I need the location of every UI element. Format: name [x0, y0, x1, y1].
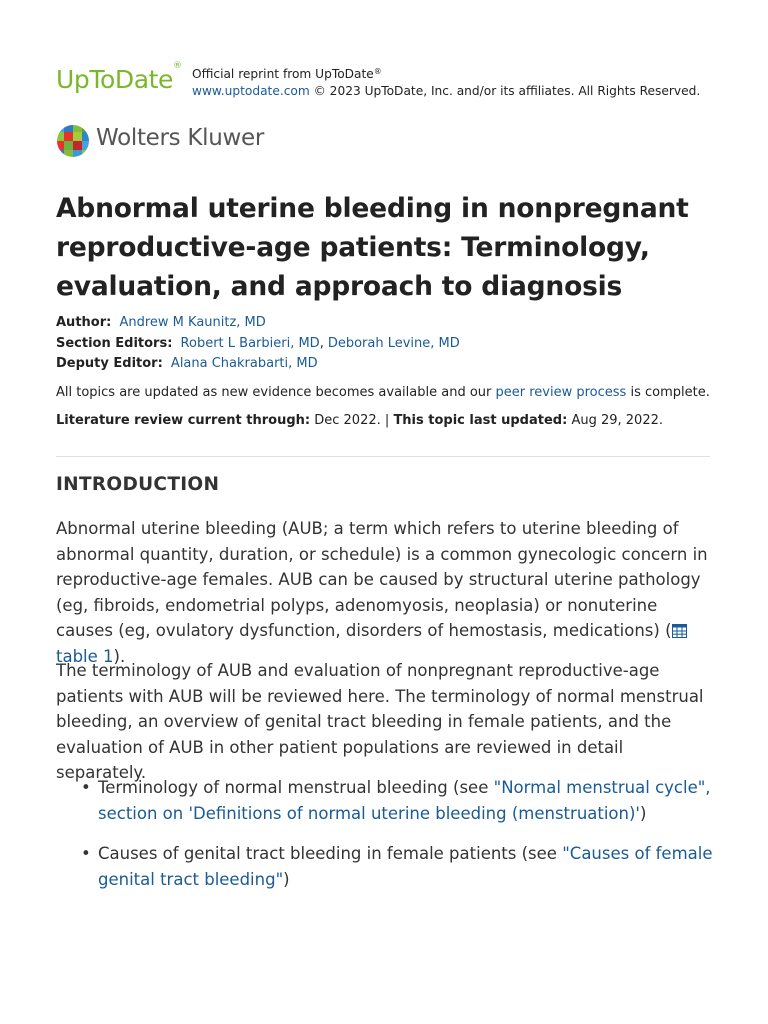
reprint-line: Official reprint from UpToDate	[192, 67, 374, 81]
editor-separator: ,	[319, 336, 324, 351]
site-link[interactable]: www.uptodate.com	[192, 84, 310, 98]
list-item	[56, 841, 716, 892]
reprint-notice	[192, 66, 700, 100]
table-1-link-label: table 1	[56, 646, 114, 666]
deputy-editor-label: Deputy Editor:	[56, 356, 163, 371]
related-topics-list	[56, 775, 716, 907]
uptodate-logo[interactable]	[56, 61, 182, 94]
intro-paragraph-1	[56, 516, 716, 669]
table-icon	[672, 624, 687, 638]
lit-review-date: Dec 2022.	[314, 413, 381, 428]
section-heading: INTRODUCTION	[56, 474, 220, 495]
section-editor-link[interactable]: Robert L Barbieri, MD	[180, 336, 320, 351]
uptodate-logo-mark: ®	[173, 61, 182, 71]
wolters-kluwer-name: Wolters Kluwer	[96, 125, 265, 151]
uptodate-logo-text: UpToDate	[56, 65, 174, 94]
last-updated-label: This topic last updated:	[393, 413, 568, 428]
normal-menstrual-cycle-link[interactable]: "Normal menstrual cycle", section on 'Definitions of normal uterine bleeding (menstruation)'	[98, 778, 711, 823]
article-title: Abnormal uterine bleeding in nonpregnant reproductive-age patients: Terminology, evaluation, and approach to diagnosis	[56, 193, 689, 302]
author-link[interactable]: Andrew M Kaunitz, MD	[119, 315, 266, 330]
reprint-mark: ®	[373, 67, 382, 76]
date-separator: |	[384, 413, 390, 428]
list-item-end: )	[283, 869, 290, 889]
deputy-editor-line	[56, 354, 318, 374]
update-note-end: is complete.	[630, 385, 710, 400]
update-note-text: All topics are updated as new evidence becomes available and our	[56, 385, 492, 400]
wolters-kluwer-globe-icon	[56, 124, 90, 158]
deputy-editor-link[interactable]: Alana Chakrabarti, MD	[170, 356, 318, 371]
intro-paragraph-1-end: ).	[113, 646, 126, 666]
author-label: Author:	[56, 315, 112, 330]
list-item-end: )	[639, 803, 647, 823]
author-line	[56, 313, 266, 333]
bullet-glyph: •	[81, 844, 91, 863]
intro-paragraph-2: The terminology of AUB and evaluation of nonpregnant reproductive-age patients with AUB will be reviewed here. The terminology of normal menstrual bleeding, an overview of genital tract bleeding in female patients, and the evaluation of AUB in other patient populations are reviewed in detail separately.	[56, 661, 704, 782]
list-item	[56, 775, 716, 826]
section-editor-link[interactable]: Deborah Levine, MD	[327, 336, 460, 351]
lit-review-label: Literature review current through:	[56, 413, 311, 428]
list-item-text: Terminology of normal menstrual bleeding (see	[98, 778, 494, 797]
review-dates	[56, 412, 663, 430]
update-note	[56, 384, 710, 402]
section-editors-label: Section Editors:	[56, 336, 173, 351]
last-updated-date: Aug 29, 2022.	[571, 413, 663, 428]
intro-paragraph-1-text: Abnormal uterine bleeding (AUB; a term which refers to uterine bleeding of abnormal quantity, duration, or schedule) is a common gynecologic concern in reproductive-age females. AUB can be caused by structural uterine pathology (eg, fibroids, endometrial polyps, adenomyosis, neoplasia) or nonuterine causes (eg, ovulatory dysfunction, disorders of hemostasis, medications) (	[56, 519, 708, 640]
peer-review-link[interactable]: peer review process	[495, 385, 627, 400]
list-item-text: Causes of genital tract bleeding in female patients (see	[98, 844, 563, 863]
copyright-text: © 2023 UpToDate, Inc. and/or its affiliates. All Rights Reserved.	[313, 84, 701, 98]
section-editors-line	[56, 334, 460, 354]
reprint-header	[56, 61, 716, 104]
divider	[56, 456, 710, 457]
causes-of-bleeding-link[interactable]: "Causes of female genital tract bleeding"	[98, 844, 713, 889]
bullet-glyph: •	[81, 778, 91, 797]
